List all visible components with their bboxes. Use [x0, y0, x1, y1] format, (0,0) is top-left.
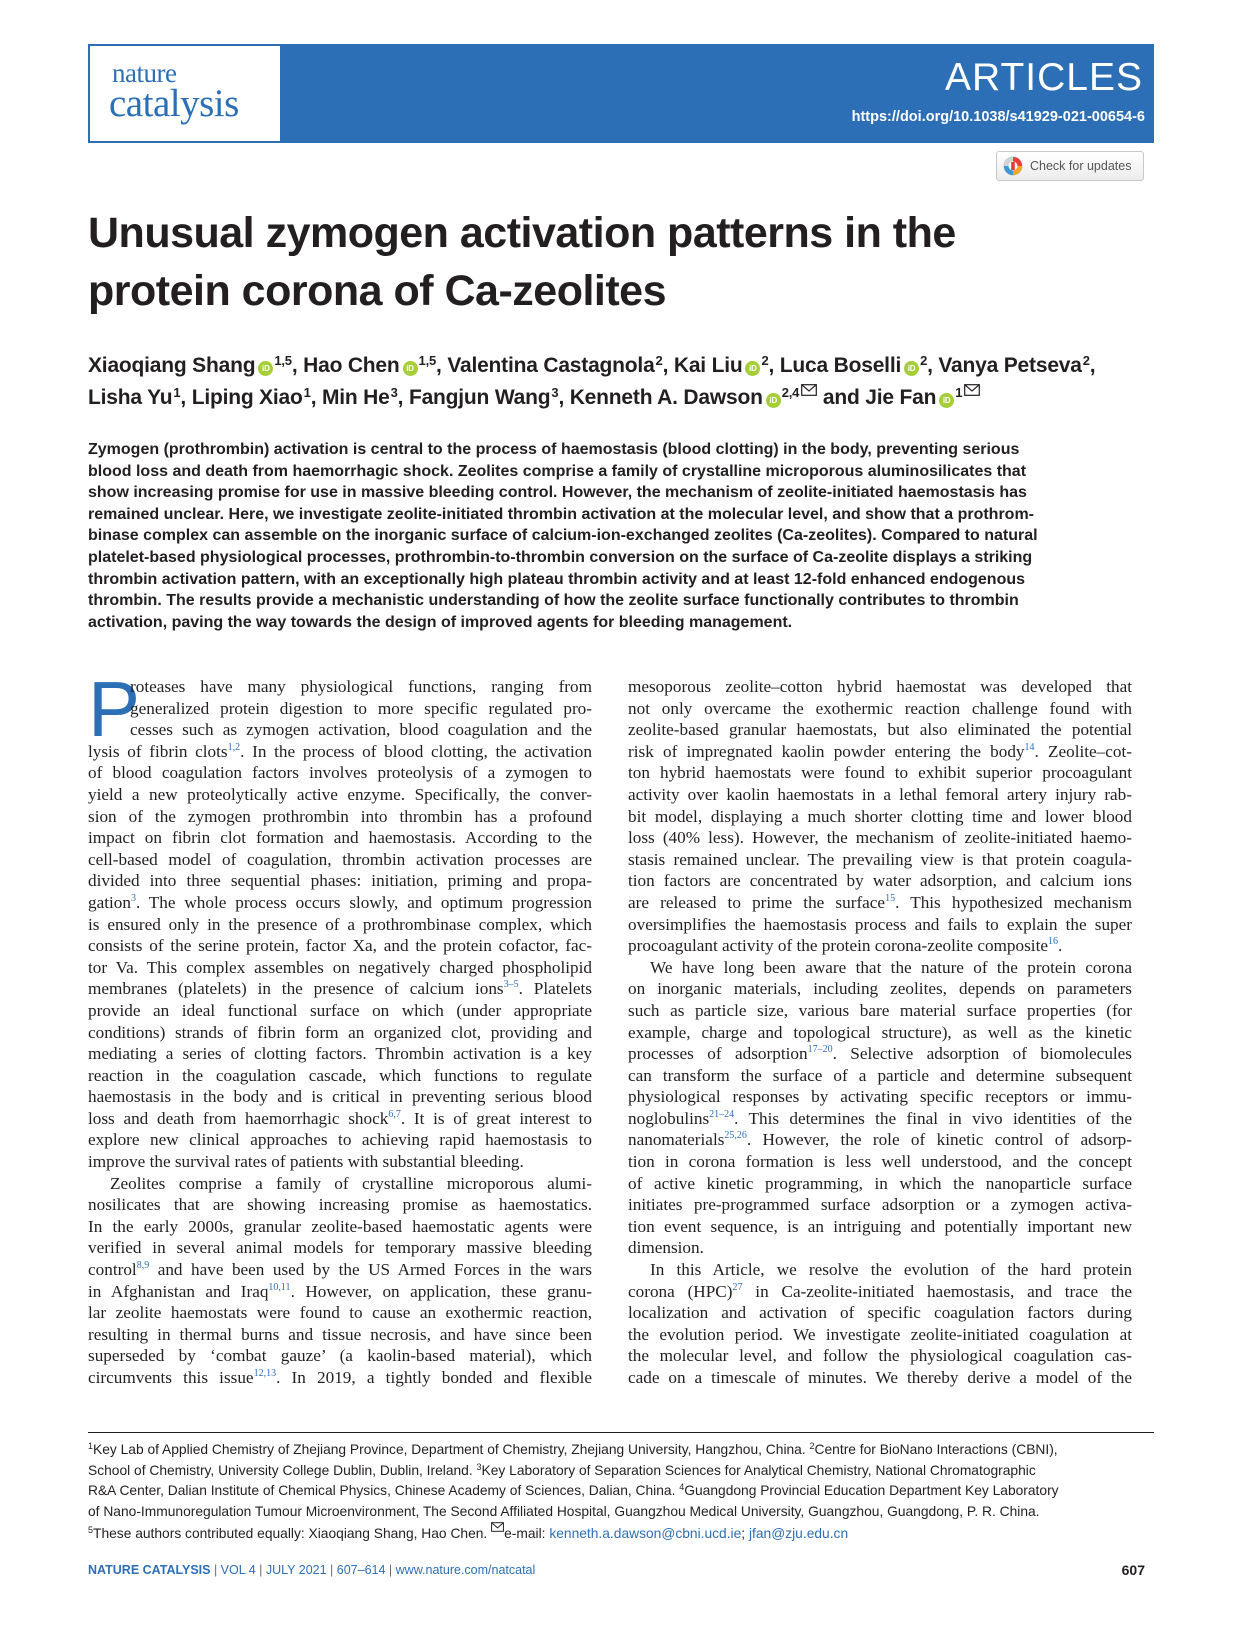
body-text-line: processes of adsorption$^{17-20}$. Selective adsorption of biomolecules	[628, 1044, 1132, 1064]
affiliations	[88, 1440, 1158, 1545]
body-text-line: loss and death from haemorrhagic shock$^{6,7}$. It is of great interest to	[88, 1108, 592, 1128]
author-line: Lisha Yu$^1$, Liping Xiao$^1$, Min He$^3$, Fangjun Wang$^3$, Kenneth A. Dawson iD$^{2,4}$ and Jie Fan $iD^1$	[88, 382, 1158, 414]
body-text-line: divided into three sequential phases: initiation, priming and propa-	[88, 871, 592, 891]
body-text-line: yield a new proteolytically active enzyme. Specifically, the conver-	[88, 784, 592, 804]
body-text-line: the molecular level, and follow the physiological coagulation cas-	[628, 1346, 1132, 1366]
reference-citation[interactable]: 14	[1024, 741, 1035, 753]
body-text-line: provide an ideal functional surface on which (under appropriate	[88, 1000, 592, 1020]
drop-cap: P	[88, 665, 141, 753]
author-affiliation-marker: 1,5	[418, 353, 437, 368]
body-text-line: can transform the surface of a particle and determine subsequent	[628, 1065, 1132, 1085]
reference-citation[interactable]: 6,7	[388, 1108, 401, 1120]
abstract-line: thrombin. The results provide a mechanistic understanding of how the zeolite surface functionally contributes to thrombin	[88, 592, 1019, 610]
reference-citation[interactable]: 1,2	[227, 741, 241, 753]
body-text-line: control$^{8,9}$ and have been used by the US Armed Forces in the wars	[88, 1260, 592, 1280]
body-text-line: example, charge and topological structure), as well as the kinetic	[628, 1022, 1132, 1042]
footer-volume: VOL 4	[220, 1563, 256, 1577]
body-text-line: initiates pre-programmed surface adsorption or a zymogen activa-	[628, 1195, 1132, 1215]
body-text-line: tion factors are concentrated by water adsorption, and calcium ions	[628, 871, 1132, 891]
body-text-line: activity over kaolin haemostats in a lethal femoral artery injury rab-	[628, 784, 1132, 804]
body-text-line: lysis of fibrin clots$^{1,2}$. In the process of blood clotting, the activation	[88, 741, 592, 761]
author-affiliation-marker: 1	[955, 385, 963, 400]
body-text-line: oversimplifies the haemostasis process and fails to explain the super	[628, 914, 1132, 934]
body-text-line: such as particle size, various bare material surface properties (for	[628, 1000, 1132, 1020]
body-text-line: not only overcame the exothermic reaction challenge found with	[628, 698, 1132, 718]
affiliation-line: School of Chemistry, University College Dublin, Dublin, Ireland. $^3$Key Laboratory of Separation Sciences for Analytical Chemistry, National Chromatographic	[88, 1461, 1036, 1478]
reference-citation[interactable]: 25,26	[724, 1130, 747, 1142]
journal-logo-line1: nature	[112, 58, 177, 88]
author-list	[88, 350, 1158, 414]
author-name[interactable]: Jie Fan	[865, 386, 937, 409]
body-text-line: In this Article, we resolve the evolution of the hard protein	[650, 1260, 1132, 1280]
reference-citation[interactable]: 12,13	[253, 1368, 277, 1379]
reference-citation[interactable]: 10,11	[268, 1281, 291, 1293]
author-affiliation-marker: 2	[761, 353, 769, 368]
body-text-line: on inorganic materials, including zeolites, depends on parameters	[628, 979, 1132, 999]
mail-icon[interactable]	[801, 384, 817, 396]
body-text-line: verified in several animal models for temporary massive bleeding	[88, 1238, 592, 1258]
article-title	[88, 204, 1154, 320]
author-name[interactable]: Fangjun Wang	[408, 386, 551, 409]
author-name[interactable]: Kenneth A. Dawson	[569, 386, 763, 409]
body-text-line: resulting in thermal burns and tissue necrosis, and have since been	[88, 1324, 592, 1344]
author-name[interactable]: Min He	[321, 386, 390, 409]
body-text-line: nanomaterials$^{25,26}$. However, the role of kinetic control of adsorp-	[628, 1130, 1132, 1150]
page-footer: NATURE CATALYSIS | VOL 4 | JULY 2021 | 607–614 | www.nature.com/natcatal	[88, 1563, 536, 1577]
orcid-icon[interactable]: iD	[403, 361, 418, 376]
body-text-line: is ensured only in the presence of a prothrombinase complex, which	[88, 914, 592, 934]
body-text-line: physiological responses by activating specific receptors or immu-	[628, 1087, 1132, 1107]
body-text-line: loss (40% less). However, the mechanism of zeolite-initiated haemo-	[628, 828, 1132, 848]
affiliation-line: $^1$Key Lab of Applied Chemistry of Zhejiang Province, Department of Chemistry, Zhejiang University, Hangzhou, China. $^2$Centre for BioNano Interactions (CBNI),	[88, 1441, 1058, 1457]
author-name[interactable]: Kai Liu	[673, 354, 743, 377]
body-text-line: generalized protein digestion to more specific regulated pro-	[130, 698, 592, 718]
body-text-line: cade on a timescale of minutes. We thereby derive a model of the	[628, 1368, 1132, 1387]
body-text-line: tor Va. This complex assembles on negatively charged phospholipid	[88, 957, 592, 977]
body-text-line: corona (HPC)$^{27}$ in Ca-zeolite-initiated haemostasis, and trace the	[628, 1281, 1132, 1301]
doi-link[interactable]: https://doi.org/10.1038/s41929-021-00654-6	[851, 109, 1145, 125]
body-text-line: superseded by ‘combat gauze’ (a kaolin-based material), which	[88, 1346, 592, 1366]
body-text-line: of blood coagulation factors involves proteolysis of a zymogen to	[88, 763, 592, 783]
orcid-icon[interactable]: iD	[904, 361, 919, 376]
body-text-line: Zeolites comprise a family of crystalline microporous alumi-	[110, 1173, 592, 1193]
reference-citation[interactable]: 21–24	[709, 1108, 735, 1120]
author-affiliation-marker: 2,4	[781, 385, 800, 400]
page-number: 607	[1121, 1562, 1145, 1578]
orcid-icon[interactable]: iD	[258, 361, 273, 376]
author-affiliation-marker: 1	[173, 385, 181, 400]
title-line: Unusual zymogen activation patterns in the	[88, 209, 956, 257]
reference-citation[interactable]: 15	[885, 892, 896, 904]
email-link-dawson[interactable]: kenneth.a.dawson@cbni.ucd.ie	[549, 1526, 742, 1541]
author-name[interactable]: Lisha Yu	[88, 386, 173, 409]
body-text-line: noglobulins$^{21-24}$. This determines the final in vivo identities of the	[628, 1108, 1132, 1128]
body-text-line: cesses such as zymogen activation, blood coagulation and the	[130, 720, 592, 740]
crossmark-icon	[1003, 156, 1023, 176]
abstract-line: remained unclear. Here, we investigate zeolite-initiated thrombin activation at the molecular level, and show that a prothrom-	[88, 505, 1034, 523]
author-affiliation-marker: 2	[655, 353, 663, 368]
body-column-left	[88, 676, 592, 1389]
journal-logo-line2: catalysis	[109, 82, 239, 125]
body-text-line: gation$^3$. The whole process occurs slowly, and optimum progression	[88, 892, 592, 912]
author-affiliation-marker: 2	[1082, 353, 1090, 368]
abstract-line: thrombin activation pattern, with an exceptionally high plateau thrombin activity and at least 12-fold enhanced endogenous	[88, 570, 1026, 588]
check-for-updates-button[interactable]	[996, 151, 1144, 181]
body-text-line: improve the survival rates of patients with substantial bleeding.	[88, 1152, 524, 1172]
body-text-line: lar zeolite haemostats were found to cause an exothermic reaction,	[88, 1303, 592, 1323]
body-text-line: tion in corona formation is less well understood, and the concept	[628, 1152, 1132, 1172]
reference-citation[interactable]: 16	[1048, 936, 1058, 948]
check-for-updates-label: Check for updates	[1030, 159, 1132, 173]
mail-icon[interactable]	[964, 384, 980, 396]
body-text-line: zeolite-based granular haemostats, but also eliminated the potential	[628, 720, 1132, 740]
body-text-line: nosilicates that are showing increasing promise as haemostatics.	[88, 1195, 592, 1215]
body-text-line: mediating a series of clotting factors. Thrombin activation is a key	[88, 1044, 592, 1064]
body-text-line: stasis remained unclear. The prevailing view is that protein coagula-	[628, 849, 1132, 869]
author-affiliation-marker: 3	[390, 385, 398, 400]
body-text-line: procoagulant activity of the protein corona-zeolite composite$^{16}$.	[628, 936, 1063, 956]
body-text-line: consists of the serine protein, factor Xa, and the protein cofactor, fac-	[88, 936, 592, 956]
author-name[interactable]: Valentina Castagnola	[447, 354, 655, 377]
body-text-line: bit model, displaying a much shorter clotting time and lower blood	[628, 806, 1132, 826]
author-affiliation-marker: 1,5	[274, 353, 292, 368]
author-name[interactable]: Vanya Petseva	[938, 354, 1082, 377]
abstract-line: show increasing promise for use in massive bleeding control. However, the mechanism of zeolite-initiated haemostasis has	[88, 484, 1027, 502]
body-text-line: membranes (platelets) in the presence of calcium ions$^{3-5}$. Platelets	[88, 979, 592, 999]
abstract	[88, 439, 1154, 633]
body-text-line: conditions) strands of fibrin form an organized clot, providing and	[88, 1022, 592, 1042]
body-text-line: the evolution period. We investigate zeolite-initiated coagulation at	[628, 1324, 1132, 1344]
author-line: Xiaoqiang Shang iD$^{1,5}$, Hao Chen iD$^{1,5}$, Valentina Castagnola$^2$, Kai Liu $iD^2$, Luca Boselli $iD^2$, Vanya Petseva$^2$,	[88, 353, 1096, 377]
footer-date: JULY 2021	[265, 1563, 327, 1577]
reference-citation[interactable]: 3	[130, 892, 136, 904]
author-affiliation-marker: 2	[920, 353, 928, 368]
body-text-line: We have long been aware that the nature of the protein corona	[650, 957, 1132, 977]
body-text-line: explore new clinical approaches to achieving rapid haemostasis to	[88, 1130, 592, 1150]
body-column-right	[628, 676, 1132, 1389]
body-text-line: mesoporous zeolite–cotton hybrid haemostat was developed that	[628, 677, 1132, 696]
body-text-line: roteases have many physiological functions, ranging from	[130, 677, 592, 696]
reference-citation[interactable]: 17–20	[807, 1044, 833, 1056]
author-name[interactable]: Xiaoqiang Shang	[88, 354, 256, 377]
abstract-line: binase complex can assemble on the inorganic surface of calcium-ion-exchanged zeolites (Ca-zeolites). Compared to natural	[88, 527, 1038, 545]
author-name[interactable]: Hao Chen	[303, 354, 400, 377]
body-text-line: impact on fibrin clot formation and haemostasis. According to the	[88, 828, 592, 848]
orcid-icon[interactable]: iD	[766, 393, 781, 408]
author-affiliation-marker: 3	[551, 385, 559, 400]
reference-citation[interactable]: 3–5	[503, 979, 519, 991]
body-text-line: of active kinetic programming, in which the nanoparticle surface	[628, 1173, 1132, 1193]
orcid-icon[interactable]: iD	[939, 393, 954, 408]
footer-pages: 607–614	[336, 1563, 386, 1577]
body-text-line: risk of impregnated kaolin powder entering the body$^{14}$. Zeolite–cot-	[628, 741, 1132, 761]
abstract-line: activation, paving the way towards the design of improved agents for bleeding management.	[88, 613, 793, 631]
journal-logo[interactable]	[90, 46, 280, 141]
author-affiliation-marker: 1	[303, 385, 311, 400]
body-text-line: ton hybrid haemostats were found to exhibit superior procoagulant	[628, 763, 1132, 783]
body-text-line: localization and activation of specific coagulation factors during	[628, 1303, 1132, 1323]
footnote-divider	[88, 1432, 1154, 1433]
affiliation-line: $^5$These authors contributed equally: Xiaoqiang Shang, Hao Chen. e-mail: kenneth.a.dawson@cbni.ucd.ie; jfan@zju.edu.cn	[88, 1522, 1158, 1545]
abstract-line: Zymogen (prothrombin) activation is central to the process of haemostasis (blood clotting) in the body, preventing serious	[88, 441, 1020, 458]
body-text-line: haemostasis in the body and is critical in preventing serious blood	[88, 1087, 592, 1107]
body-text-line: circumvents this issue$^{12,13}$. In 2019, a tightly bonded and flexible	[88, 1368, 592, 1387]
orcid-icon[interactable]: iD	[745, 361, 760, 376]
author-name[interactable]: Luca Boselli	[779, 354, 902, 377]
title-line: protein corona of Ca-zeolites	[88, 267, 667, 315]
author-name[interactable]: Liping Xiao	[191, 386, 303, 409]
body-text-line: dimension.	[628, 1238, 704, 1258]
reference-citation[interactable]: 8,9	[136, 1260, 150, 1272]
body-text-line: sion of the zymogen prothrombin into thrombin has a profound	[88, 806, 592, 826]
reference-citation[interactable]: 27	[732, 1281, 743, 1293]
abstract-line: blood loss and death from haemorrhagic shock. Zeolites comprise a family of crystalline microporous aluminosilicates that	[88, 462, 1027, 480]
body-text-line: tion event sequence, is an intriguing and potentially important new	[628, 1216, 1132, 1236]
body-text-line: reaction in the coagulation cascade, which functions to regulate	[88, 1065, 592, 1085]
footer-journal: NATURE CATALYSIS	[88, 1563, 211, 1577]
email-link-fan[interactable]: jfan@zju.edu.cn	[748, 1526, 849, 1541]
body-text-line: In the early 2000s, granular zeolite-based haemostatic agents were	[88, 1216, 592, 1236]
affiliation-line: R&A Center, Dalian Institute of Chemical Physics, Chinese Academy of Sciences, Dalian, China. $^4$Guangdong Provincial Education Department Key Laboratory	[88, 1482, 1059, 1498]
body-text-line: in Afghanistan and Iraq$^{10,11}$. However, on application, these granu-	[88, 1281, 592, 1301]
body-text-line: cell-based model of coagulation, thrombin activation processes are	[88, 849, 592, 869]
section-label: ARTICLES	[944, 56, 1143, 99]
abstract-line: platelet-based physiological processes, prothrombin-to-thrombin conversion on the surface of Ca-zeolite displays a striking	[88, 548, 1033, 566]
mail-icon	[491, 1522, 504, 1532]
affiliation-line: of Nano-Immunoregulation Tumour Microenvironment, The Second Affiliated Hospital, Guangzhou Medical University, Guangzhou, Guangdong, P. R. China.	[88, 1503, 1040, 1519]
footer-url[interactable]: www.nature.com/natcatal	[395, 1563, 536, 1577]
body-text-line: are released to prime the surface$^{15}$. This hypothesized mechanism	[628, 892, 1132, 912]
